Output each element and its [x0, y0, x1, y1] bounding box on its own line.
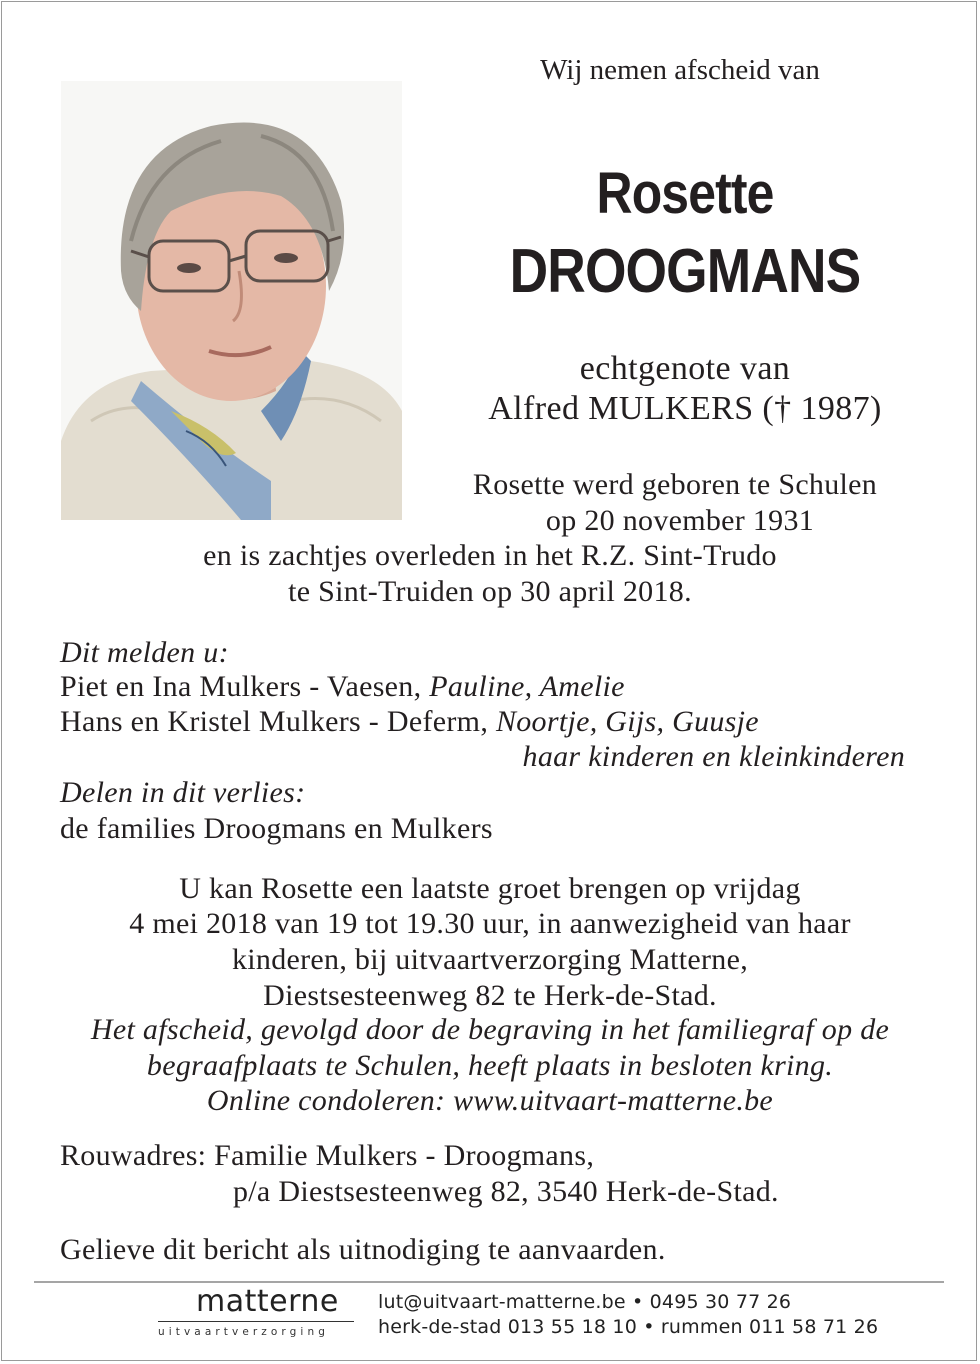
ceremony-line-2: begraafplaats te Schulen, heeft plaats in besloten kring.	[146, 1049, 834, 1082]
logo-subtitle: uitvaartverzorging	[158, 1326, 329, 1338]
last-name: DROOGMANS	[509, 237, 861, 306]
contact-line-1[interactable]: lut@uitvaart-matterne.be • 0495 30 77 26	[378, 1291, 792, 1313]
announce-relation: haar kinderen en kleinkinderen	[522, 740, 905, 773]
intro-text: Wij nemen afscheid van	[540, 54, 820, 86]
visitation-line-4: Diestsesteenweg 82 te Herk-de-Stad.	[263, 979, 717, 1012]
spouse-relation: echtgenote van	[579, 350, 791, 387]
portrait-illustration	[61, 81, 402, 520]
visitation-line-1: U kan Rosette een laatste groet brengen op vrijdag	[179, 872, 801, 905]
bio-line-1: Rosette werd geboren te Schulen	[472, 468, 878, 501]
family-2-names: Hans en Kristel Mulkers - Deferm,	[60, 705, 489, 738]
bio-line-4: te Sint-Truiden op 30 april 2018.	[288, 575, 692, 608]
address-line-2: p/a Diestsesteenweg 82, 3540 Herk-de-Stad.	[233, 1175, 779, 1208]
announce-family-1	[60, 670, 625, 704]
sharing-heading: Delen in dit verlies:	[60, 776, 306, 809]
family-2-children: Noortje, Gijs, Guusje	[495, 705, 759, 738]
spouse-name: Alfred MULKERS († 1987)	[488, 390, 882, 427]
announce-heading: Dit melden u:	[60, 636, 229, 669]
announce-family-2	[60, 705, 759, 739]
family-1-names: Piet en Ina Mulkers - Vaesen,	[60, 670, 422, 703]
ceremony-line-1: Het afscheid, gevolgd door de begraving in het familiegraf op de	[90, 1013, 890, 1046]
footer-divider	[34, 1281, 944, 1283]
family-1-children: Pauline, Amelie	[429, 670, 625, 703]
logo-rule	[158, 1321, 354, 1322]
visitation-line-2: 4 mei 2018 van 19 tot 19.30 uur, in aanwezigheid van haar	[129, 907, 851, 940]
contact-line-2: herk-de-stad 013 55 18 10 • rummen 011 58 71 26	[378, 1316, 879, 1338]
online-condolence-link[interactable]: Online condoleren: www.uitvaart-matterne.be	[206, 1084, 774, 1117]
matterne-logo: matterne	[196, 1284, 339, 1319]
visitation-line-3: kinderen, bij uitvaartverzorging Matterne,	[231, 943, 749, 976]
address-line-1: Rouwadres: Familie Mulkers - Droogmans,	[60, 1139, 595, 1172]
sharing-families: de families Droogmans en Mulkers	[60, 812, 493, 845]
bio-line-2: op 20 november 1931	[545, 504, 815, 537]
bio-line-3: en is zachtjes overleden in het R.Z. Sint-Trudo	[203, 539, 777, 572]
first-name: Rosette	[596, 161, 774, 226]
closing-text: Gelieve dit bericht als uitnodiging te aanvaarden.	[60, 1233, 666, 1266]
portrait-photo	[61, 81, 402, 520]
